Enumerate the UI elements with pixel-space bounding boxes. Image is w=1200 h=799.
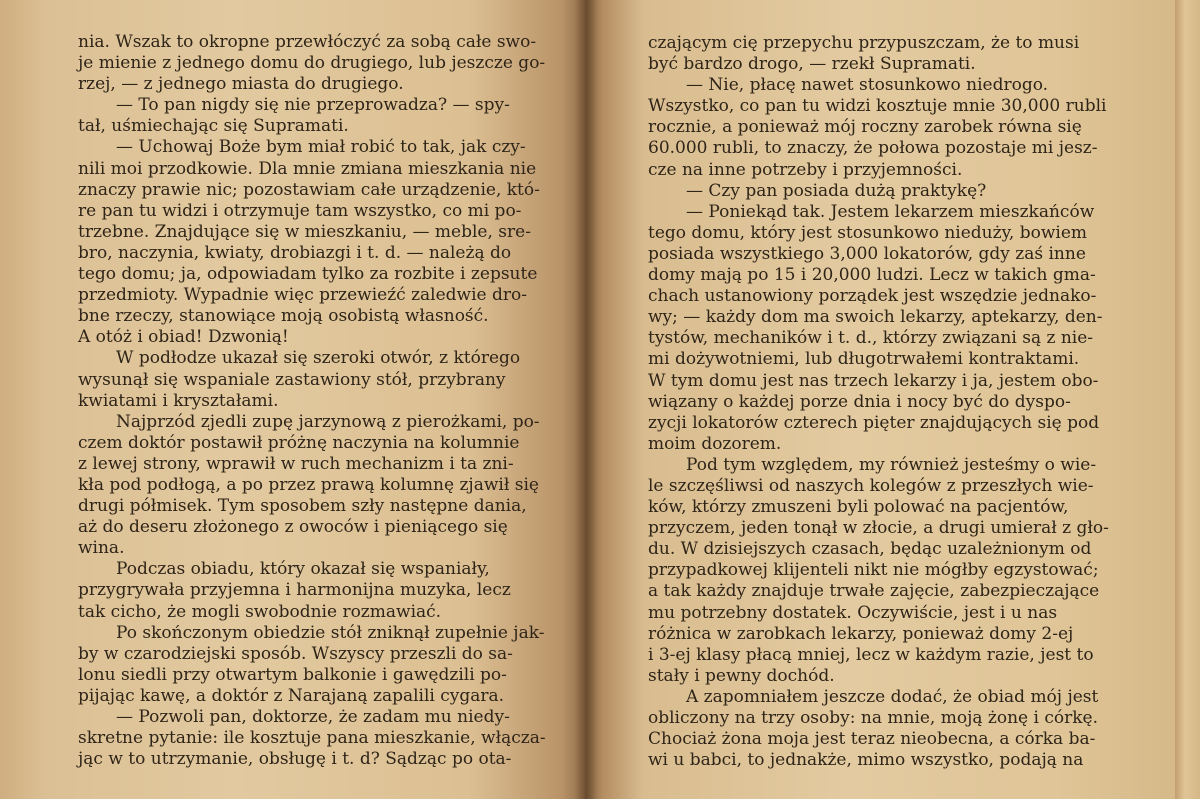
text-line: du. W dzisiejszych czasach, będąc uzależnionym od xyxy=(648,539,1092,560)
text-line: chach ustanowiony porządek jest wszędzie jednako- xyxy=(648,286,1097,307)
text-line: wina. xyxy=(78,538,125,559)
text-line: — To pan nigdy się nie przeprowadza? — spy- xyxy=(116,95,510,116)
text-line: Po skończonym obiedzie stół zniknął zupełnie jak- xyxy=(116,622,545,643)
text-line: być bardzo drogo, — rzekł Supramati. xyxy=(648,54,976,75)
text-line: Chociaż żona moja jest teraz nieobecna, a córka ba- xyxy=(648,729,1096,750)
text-line: wy; — każdy dom ma swoich lekarzy, aptekarzy, den- xyxy=(648,307,1103,328)
text-line: A zapomniałem jeszcze dodać, że obiad mój jest xyxy=(686,686,1099,707)
text-line: tał, uśmiechając się Supramati. xyxy=(78,116,349,137)
text-line: przyczem, jeden tonął w złocie, a drugi umierał z gło- xyxy=(648,518,1109,539)
text-line: wiązany o każdej porze dnia i nocy być do dyspo- xyxy=(648,391,1071,412)
text-line: Najprzód zjedli zupę jarzynową z pierożkami, po- xyxy=(116,411,540,432)
text-line: przypadkowej klijenteli nikt nie mógłby egzystować; xyxy=(648,560,1099,581)
text-line: le szczęśliwsi od naszych kolegów z przeszłych wie- xyxy=(648,475,1094,496)
text-line: lonu siedli przy otwartym balkonie i gawędzili po- xyxy=(78,664,507,685)
text-line: obliczony na trzy osoby: na mnie, moją żonę i córkę. xyxy=(648,708,1099,728)
text-line: zycji lokatorów czterech pięter znajdujących się pod xyxy=(648,412,1100,433)
text-line: domy mają po 15 i 20,000 ludzi. Lecz w takich gma- xyxy=(648,265,1096,286)
text-line: tak cicho, że mogli swobodnie rozmawiać. xyxy=(78,601,442,622)
text-line: — Pozwoli pan, doktorze, że zadam mu niedy- xyxy=(116,707,510,727)
right-page-text xyxy=(648,33,1138,771)
text-line: bne rzeczy, stanowiące moją osobistą własność. xyxy=(78,306,489,327)
text-line: nili moi przodkowie. Dla mnie zmiana mieszkania nie xyxy=(78,158,537,179)
text-line: rzej, — z jednego miasta do drugiego. xyxy=(78,74,404,95)
text-line: — Uchowaj Boże bym miał robić to tak, jak czy- xyxy=(116,137,526,158)
text-line: by w czarodziejski sposób. Wszyscy przeszli do sa- xyxy=(78,643,513,664)
text-line: — Poniekąd tak. Jestem lekarzem mieszkańców xyxy=(686,201,1095,222)
text-line: czającym cię przepychu przypuszczam, że to musi xyxy=(648,33,1080,53)
text-line: znaczy prawie nic; pozostawiam całe urządzenie, któ- xyxy=(78,179,540,200)
text-line: moim dozorem. xyxy=(648,433,782,454)
text-line: a tak każdy znajduje trwałe zajęcie, zabezpieczające xyxy=(648,581,1100,602)
text-line: rocznie, a ponieważ mój roczny zarobek równa się xyxy=(648,117,1082,138)
text-line: 60.000 rubli, to znaczy, że połowa pozostaje mi jesz- xyxy=(648,138,1098,159)
text-line: aż do deseru złożonego z owoców i pieniącego się xyxy=(78,517,508,538)
text-line: stały i pewny dochód. xyxy=(648,665,835,686)
text-line: kła pod podłogą, a po przez prawą kolumnę zjawił się xyxy=(78,474,539,495)
text-line: kwiatami i kryształami. xyxy=(78,390,279,411)
text-line: W podłodze ukazał się szeroki otwór, z którego xyxy=(116,348,521,369)
left-page xyxy=(0,0,585,799)
text-line: wysunął się wspaniale zastawiony stół, przybrany xyxy=(78,369,506,390)
left-page-text xyxy=(78,32,546,770)
text-line: trzebne. Znajdujące się w mieszkaniu, — meble, sre- xyxy=(78,221,531,242)
text-line: — Nie, płacę nawet stosunkowo niedrogo. xyxy=(686,75,1049,96)
text-line: tystów, mechaników i t. d., którzy związani są z nie- xyxy=(648,328,1094,349)
text-line: przygrywała przyjemna i harmonijna muzyka, lecz xyxy=(78,580,511,601)
text-line: mu potrzebny dostatek. Oczywiście, jest i u nas xyxy=(648,602,1058,623)
text-line: z lewej strony, wprawił w ruch mechanizm i ta zni- xyxy=(78,453,514,474)
text-line: różnica w zarobkach lekarzy, ponieważ domy 2-ej xyxy=(648,623,1074,644)
text-line: Pod tym względem, my również jesteśmy o wie- xyxy=(686,454,1097,475)
text-line: drugi półmisek. Tym sposobem szły następne dania, xyxy=(78,496,527,517)
page-edge xyxy=(1175,0,1200,799)
text-line: tego domu, który jest stosunkowo nieduży, bowiem xyxy=(648,222,1088,243)
right-page xyxy=(585,0,1175,799)
text-line: ków, którzy zmuszeni byli polować na pacjentów, xyxy=(648,497,1069,518)
text-line: mi dożywotniemi, lub długotrwałemi kontraktami. xyxy=(648,349,1080,370)
text-line: skretne pytanie: ile kosztuje pana mieszkanie, włącza- xyxy=(78,728,546,749)
text-line: W tym domu jest nas trzech lekarzy i ja, jestem obo- xyxy=(648,370,1099,391)
text-line: je mienie z jednego domu do drugiego, lub jeszcze go- xyxy=(78,53,546,74)
book-gutter xyxy=(575,0,597,799)
text-line: czem doktór postawił próżnę naczynia na kolumnie xyxy=(78,432,520,453)
text-line: jąc w to utrzymanie, obsługę i t. d? Sądząc po ota- xyxy=(78,749,512,770)
text-line: i 3-ej klasy płacą mniej, lecz w każdym razie, jest to xyxy=(648,644,1094,665)
text-line: wi u babci, to jednakże, mimo wszystko, podają na xyxy=(648,750,1084,771)
text-line: bro, naczynia, kwiaty, drobiazgi i t. d. — należą do xyxy=(78,242,512,263)
text-line: tego domu; ja, odpowiadam tylko za rozbite i zepsute xyxy=(78,264,538,285)
text-line: Wszystko, co pan tu widzi kosztuje mnie 30,000 rubli xyxy=(648,96,1107,117)
text-line: przedmioty. Wypadnie więc przewieźć zaledwie dro- xyxy=(78,285,527,306)
text-line: nia. Wszak to okropne przewłóczyć za sobą całe swo- xyxy=(78,32,537,52)
text-line: cze na inne potrzeby i przyjemności. xyxy=(648,159,963,180)
text-line: re pan tu widzi i otrzymuje tam wszystko, co mi po- xyxy=(78,200,522,221)
text-line: — Czy pan posiada dużą praktykę? xyxy=(686,180,987,201)
text-line: posiada wszystkiego 3,000 lokatorów, gdy zaś inne xyxy=(648,243,1086,264)
text-line: pijając kawę, a doktór z Narajaną zapalili cygara. xyxy=(78,685,505,706)
text-line: Podczas obiadu, który okazał się wspaniały, xyxy=(116,559,490,580)
text-line: A otóż i obiad! Dzwonią! xyxy=(78,327,289,348)
